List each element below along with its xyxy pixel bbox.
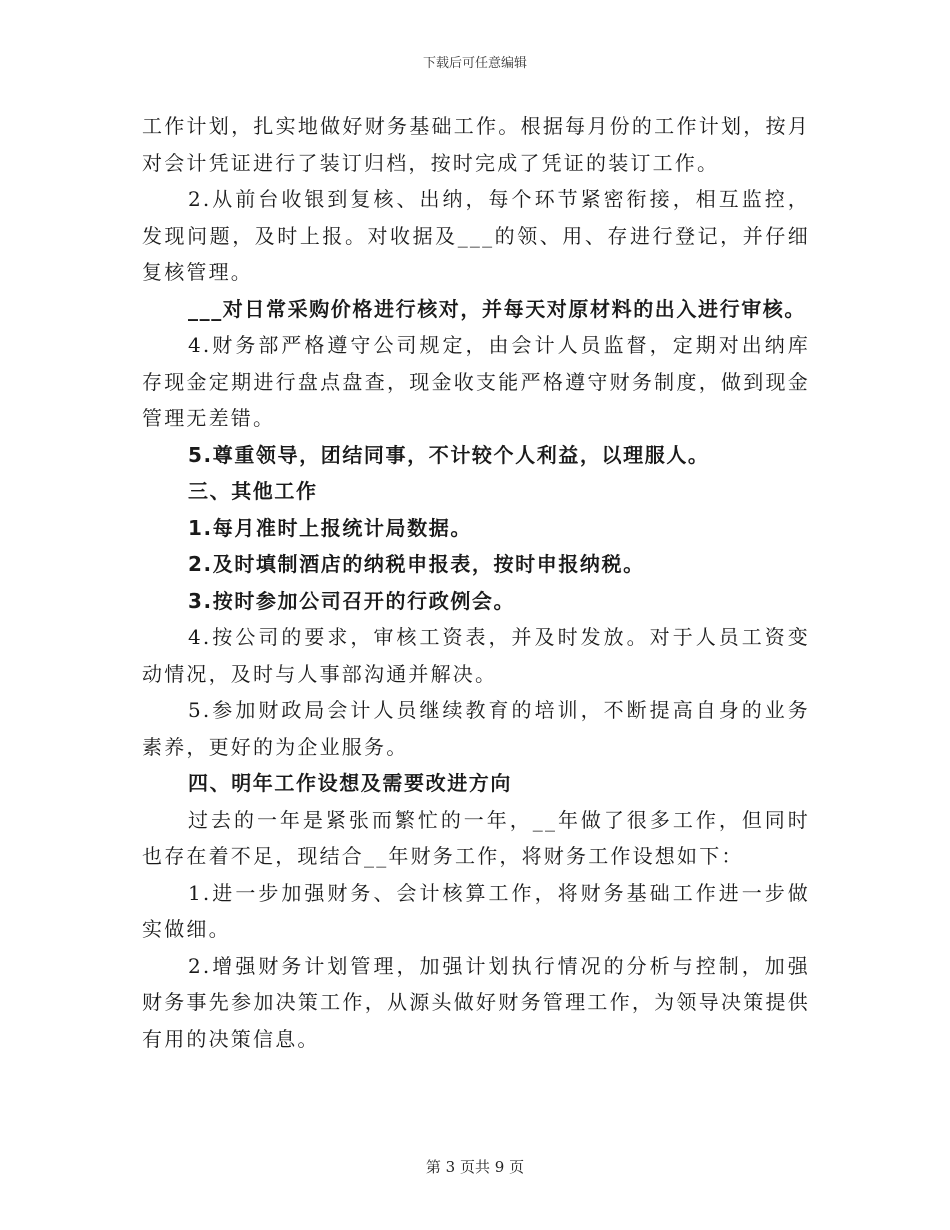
paragraph-3: ___对日常采购价格进行核对，并每天对原材料的出入进行审核。 <box>188 296 806 321</box>
page-footer: 第 3 页共 9 页 <box>425 1158 525 1176</box>
section-heading-3: 三、其他工作 <box>188 479 318 503</box>
paragraph-9: 3.按时参加公司召开的行政例会。 <box>188 588 516 613</box>
paragraph-7: 1.每月准时上报统计局数据。 <box>188 515 472 540</box>
paragraph-11: 5.参加财政局会计人员继续教育的培训，不断提高自身的业务素养，更好的为企业服务。 <box>142 698 810 759</box>
paragraph-14: 1.进一步加强财务、会计核算工作，将财务基础工作进一步做实做细。 <box>142 880 810 941</box>
paragraph-15: 2.增强财务计划管理，加强计划执行情况的分析与控制，加强财务事先参加决策工作，从源头做好财务管理工作，为领导决策提供有用的决策信息。 <box>142 953 810 1051</box>
paragraph-13: 过去的一年是紧张而繁忙的一年，__年做了很多工作，但同时也存在着不足，现结合__年财务工作，将财务工作设想如下： <box>142 807 810 868</box>
paragraph-2: 2.从前台收银到复核、出纳，每个环节紧密衔接，相互监控，发现问题，及时上报。对收据及___的领、用、存进行登记，并仔细复核管理。 <box>142 187 810 284</box>
paragraph-10: 4.按公司的要求，审核工资表，并及时发放。对于人员工资变动情况，及时与人事部沟通并解决。 <box>142 625 810 686</box>
paragraph-4: 4.财务部严格遵守公司规定，由会计人员监督，定期对出纳库存现金定期进行盘点盘查，现金收支能严格遵守财务制度，做到现金管理无差错。 <box>142 333 810 430</box>
section-heading-4: 四、明年工作设想及需要改进方向 <box>188 771 512 795</box>
document-body <box>142 108 810 1057</box>
paragraph-1: 工作计划，扎实地做好财务基础工作。根据每月份的工作计划，按月对会计凭证进行了装订归档，按时完成了凭证的装订工作。 <box>142 114 810 175</box>
paragraph-8: 2.及时填制酒店的纳税申报表，按时申报纳税。 <box>188 552 645 576</box>
paragraph-5: 5.尊重领导，团结同事，不计较个人利益，以理服人。 <box>188 442 710 467</box>
page-header: 下载后可任意编辑 <box>422 56 527 71</box>
